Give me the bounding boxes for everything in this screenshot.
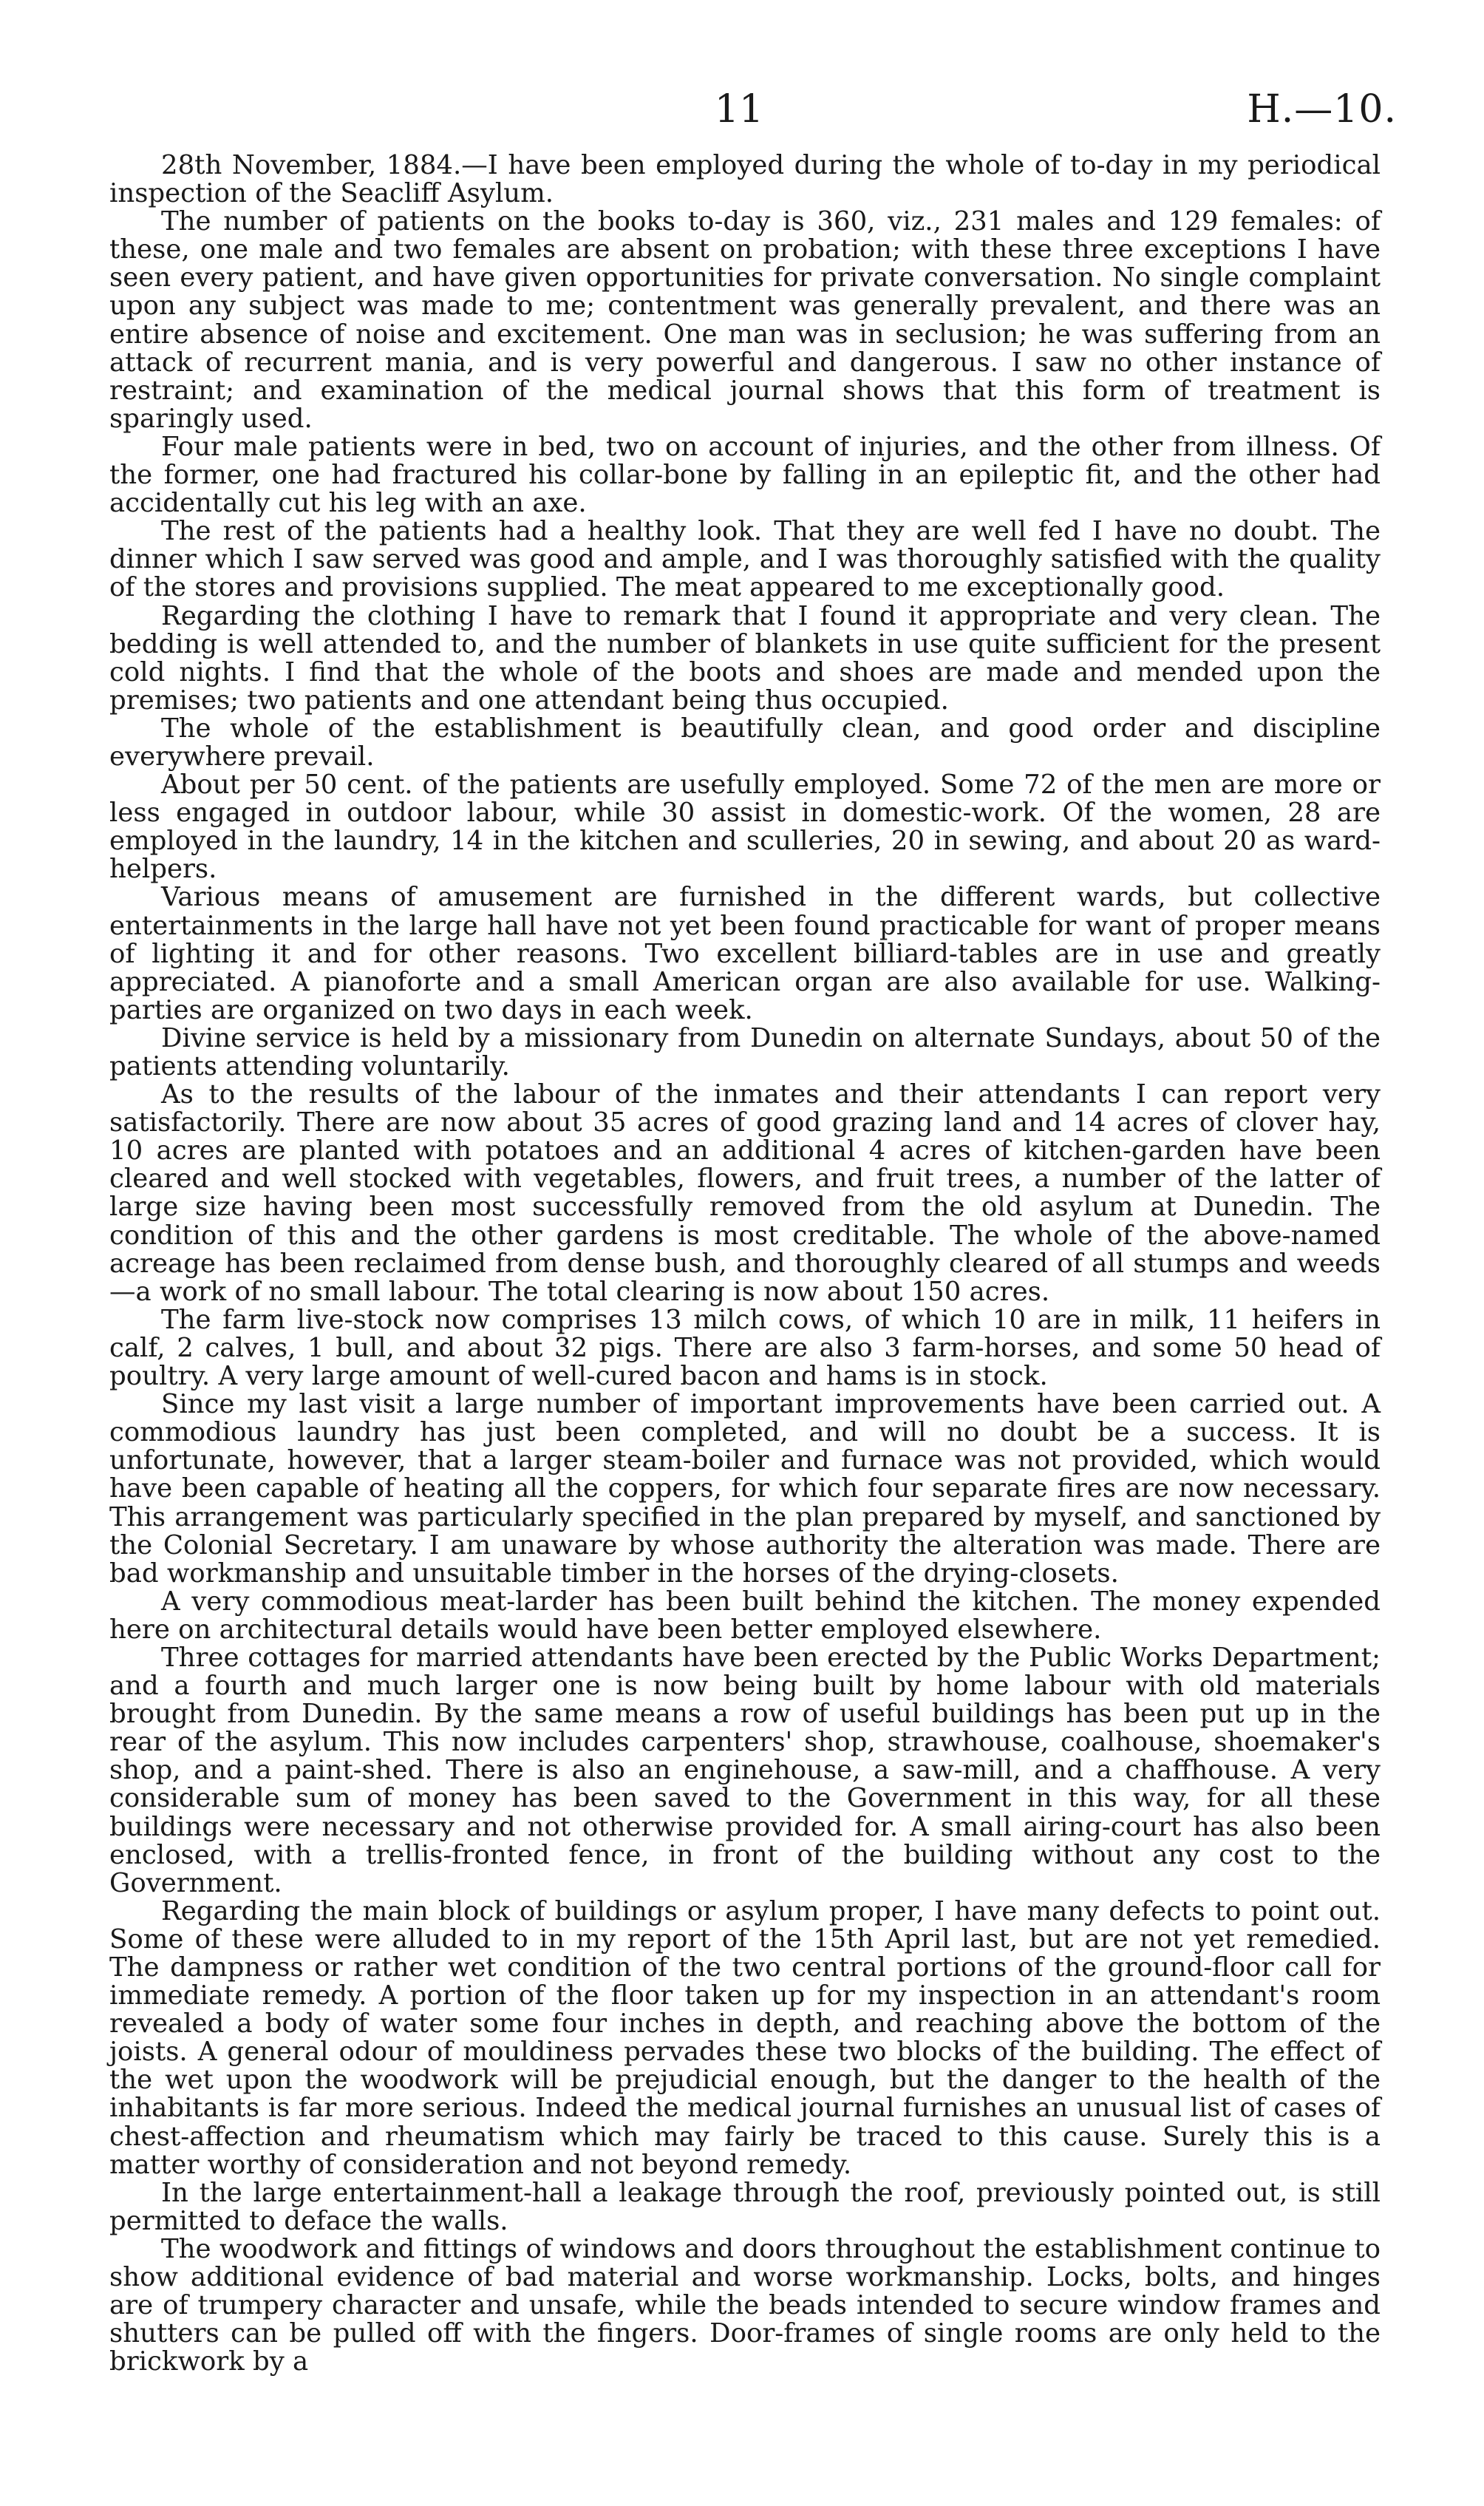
paragraph: Regarding the main block of buildings or asylum proper, I have many defects to point out. Some of these were alluded to in my report of the 15th April last, but are not yet remedied. The dampness or rather wet condition of the two central portions of the ground-floor call for immediate remedy. A portion of the floor taken up for my inspection in an attendant's room revealed a body of water some four inches in depth, and reaching above the bottom of the joists. A general odour of mouldiness pervades these two blocks of the building. The effect of the wet upon the woodwork will be prejudicial enough, but the danger to the health of the inhabitants is far more serious. Indeed the medical journal furnishes an unusual list of cases of chest-affection and rheumatism which may fairly be traced to this cause. Surely this is a matter worthy of consideration and not beyond remedy. [109,1895,1381,2180]
paragraph: In the large entertainment-hall a leakage through the roof, previously pointed out, is still permitted to deface the walls. [109,2177,1381,2236]
paragraph: The whole of the establishment is beautifully clean, and good order and discipline everywhere prevail. [109,713,1381,772]
paragraph: About per 50 cent. of the patients are usefully employed. Some 72 of the men are more or less engaged in outdoor labour, while 30 assist in domestic-work. Of the women, 28 are employed in the laundry, 14 in the kitchen and sculleries, 20 in sewing, and about 20 as ward-helpers. [109,770,1381,885]
paragraph: The rest of the patients had a healthy look. That they are well fed I have no doubt. The dinner which I saw served was good and ample, and I was thoroughly satisfied with the quality of the stores and provisions supplied. The meat appeared to me exceptionally good. [109,516,1381,603]
document-reference: H.—10. [1247,87,1397,132]
paragraph: A very commodious meat-larder has been built behind the kitchen. The money expended here on architectural details would have been better employed elsewhere. [109,1586,1381,1645]
paragraph: Regarding the clothing I have to remark that I found it appropriate and very clean. The bedding is well attended to, and the number of blankets in use quite sufficient for the present cold nights. I find that the whole of the boots and shoes are made and mended upon the premises; two patients and one attendant being thus occupied. [109,600,1381,716]
paragraph: Various means of amusement are furnished in the different wards, but collective entertainments in the large hall have not yet been found practicable for want of proper means of lighting it and for other reasons. Two excellent billiard-tables are in use and greatly appreciated. A pianoforte and a small American organ are also available for use. Walking-parties are organized on two days in each week. [109,882,1381,1025]
paragraph: Since my last visit a large number of important improvements have been carried out. A commodious laundry has just been completed, and will no doubt be a success. It is unfortunate, however, that a larger steam-boiler and furnace was not provided, which would have been capable of heating all the coppers, for which four separate fires are now necessary. This arrangement was particularly specified in the plan prepared by myself, and sanctioned by the Colonial Secretary. I am unaware by whose authority the alteration was made. There are bad workmanship and unsuitable timber in the horses of the drying-closets. [109,1389,1381,1589]
paragraph: The number of patients on the books to-day is 360, viz., 231 males and 129 females: of these, one male and two females are absent on probation; with these three exceptions I have seen every patient, and have given opportunities for private conversation. No single complaint upon any subject was made to me; contentment was generally prevalent, and there was an entire absence of noise and excitement. One man was in seclusion; he was suffering from an attack of recurrent mania, and is very powerful and dangerous. I saw no other instance of restraint; and examination of the medical journal shows that this form of treatment is sparingly used. [109,206,1381,434]
paragraph: The woodwork and fittings of windows and doors throughout the establishment continue to show additional evidence of bad material and worse workmanship. Locks, bolts, and hinges are of trumpery character and unsafe, while the beads intended to secure window frames and shutters can be pulled off with the fingers. Door-frames of single rooms are only held to the brickwork by a [109,2233,1381,2377]
paragraph: Four male patients were in bed, two on account of injuries, and the other from illness. Of the former, one had fractured his collar-bone by falling in an epileptic fit, and the other had accidentally cut his leg with an axe. [109,431,1381,519]
paragraph: Divine service is held by a missionary from Dunedin on alternate Sundays, about 50 of the patients attending voluntarily. [109,1022,1381,1081]
report-body [109,152,1381,2376]
paragraph: As to the results of the labour of the inmates and their attendants I can report very satisfactorily. There are now about 35 acres of good grazing land and 14 acres of clover hay, 10 acres are planted with potatoes and an additional 4 acres of kitchen-garden have been cleared and well stocked with vegetables, flowers, and fruit trees, a number of the latter of large size having been most successfully removed from the old asylum at Dunedin. The condition of this and the other gardens is most creditable. The whole of the above-named acreage has been reclaimed from dense bush, and thoroughly cleared of all stumps and weeds—a work of no small labour. The total clearing is now about 150 acres. [109,1079,1381,1307]
page-number: 11 [714,87,764,132]
paragraph: Three cottages for married attendants have been erected by the Public Works Department; and a fourth and much larger one is now being built by home labour with old materials brought from Dunedin. By the same means a row of useful buildings has been put up in the rear of the asylum. This now includes carpenters' shop, strawhouse, coalhouse, shoemaker's shop, and a paint-shed. There is also an enginehouse, a saw-mill, and a chaffhouse. A very considerable sum of money has been saved to the Government in this way, for all these buildings were necessary and not otherwise provided for. A small airing-court has also been enclosed, with a trellis-fronted fence, in front of the building without any cost to the Government. [109,1642,1381,1898]
paragraph: The farm live-stock now comprises 13 milch cows, of which 10 are in milk, 11 heifers in calf, 2 calves, 1 bull, and about 32 pigs. There are also 3 farm-horses, and some 50 head of poultry. A very large amount of well-cured bacon and hams is in stock. [109,1304,1381,1392]
paragraph: 28th November, 1884.—I have been employed during the whole of to-day in my periodical inspection of the Seacliff Asylum. [109,150,1381,209]
